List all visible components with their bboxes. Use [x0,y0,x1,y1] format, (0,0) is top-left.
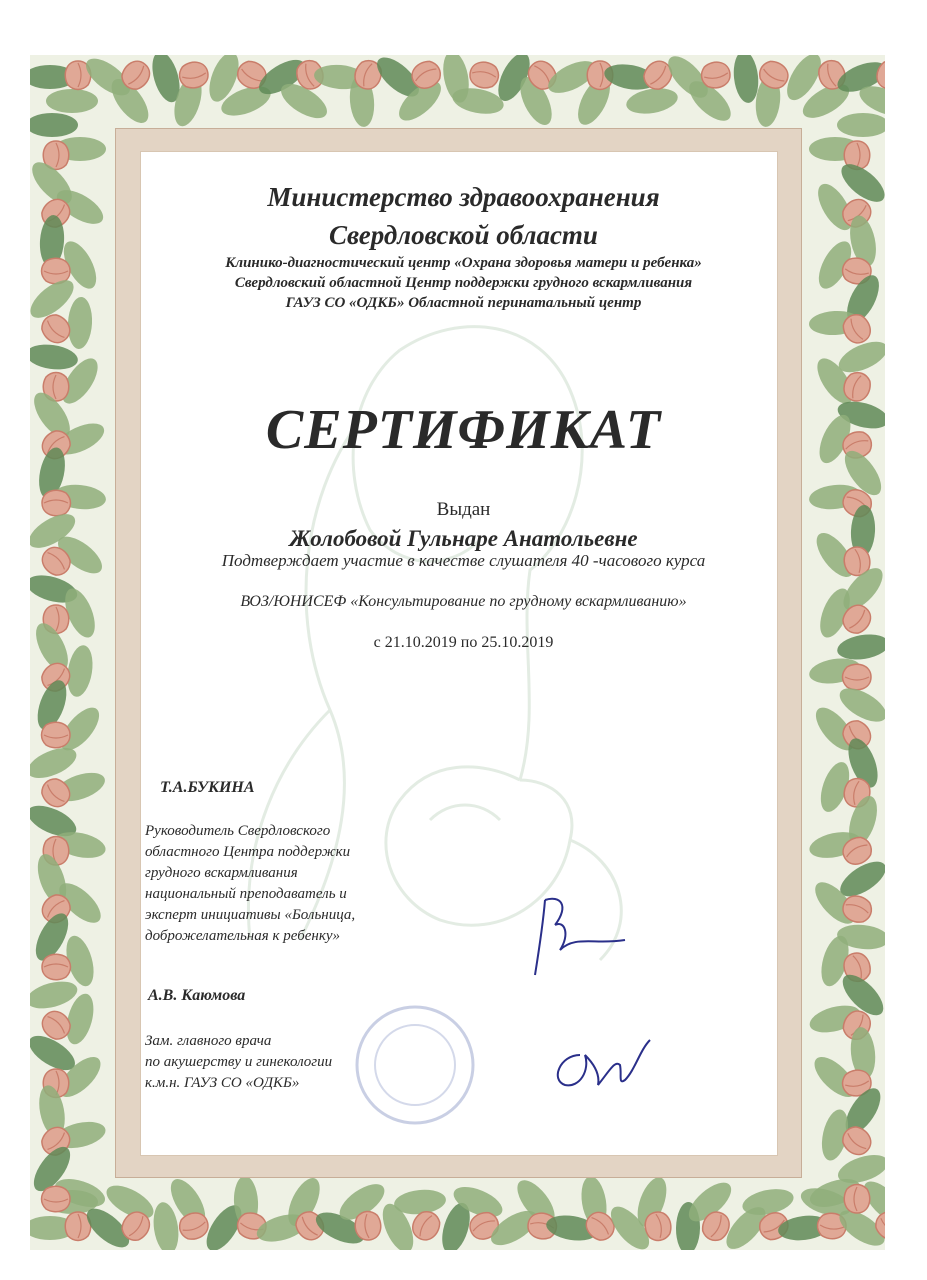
ministry-title: Министерство здравоохранения [267,182,660,212]
border-flower [844,1185,870,1214]
signature-2 [540,1030,660,1100]
border-flower [176,1209,212,1243]
course-dates: с 21.10.2019 по 25.10.2019 [373,634,554,651]
border-leaf [30,341,79,372]
ministry-region: Свердловской области [329,220,598,250]
organization-line-3: ГАУЗ СО «ОДКБ» Областной перинатальный центр [285,295,642,311]
border-leaf [624,85,679,118]
signatory-1-role [145,821,465,947]
border-flower [42,954,71,980]
signatory-1-role-line: областного Центра поддержки [145,844,351,860]
signatory-2-name: А.В. Каюмова [148,987,246,1004]
signatory-1-role-line: доброжелательная к ребенку» [145,928,341,944]
course-name: ВОЗ/ЮНИСЕФ «Консультирование по грудному вскармливанию» [240,593,687,610]
organization-line-1: Клинико-диагностический центр «Охрана здоровья матери и ребенка» [225,255,702,271]
border-leaf [731,55,760,104]
recipient-name: Жолобовой Гульнаре Анатольевне [289,526,638,551]
signatory-2-role-line: к.м.н. ГАУЗ СО «ОДКБ» [145,1075,300,1091]
stamp-seal [340,1000,490,1130]
issued-label: Выдан [436,499,491,520]
border-flower [42,1186,71,1212]
border-leaf [46,89,98,113]
signatory-1-role-line: национальный преподаватель и [145,886,347,902]
signatory-1-role-line: Руководитель Свердловского [145,823,331,839]
signatory-1-role-line: эксперт инициативы «Больница, [145,907,356,923]
participation-statement: Подтверждает участие в качестве слушателя 40 -часового курса [221,551,706,570]
signatory-2-role-line: Зам. главного врача [145,1033,272,1049]
certificate-title: СЕРТИФИКАТ [265,399,662,461]
border-flower [468,60,500,90]
border-flower [843,664,872,690]
border-flower [42,722,71,748]
signatory-2-role-line: по акушерству и гинекологии [145,1054,333,1070]
border-leaf [150,1201,181,1250]
signatory-1-role-line: грудного вскармливания [145,865,298,881]
signatory-1-name: Т.А.БУКИНА [160,779,255,796]
organization-line-2: Свердловский областной Центр поддержки грудного вскармливания [234,275,693,291]
border-leaf [837,113,885,137]
signature-1 [515,880,635,980]
border-leaf [30,113,78,137]
